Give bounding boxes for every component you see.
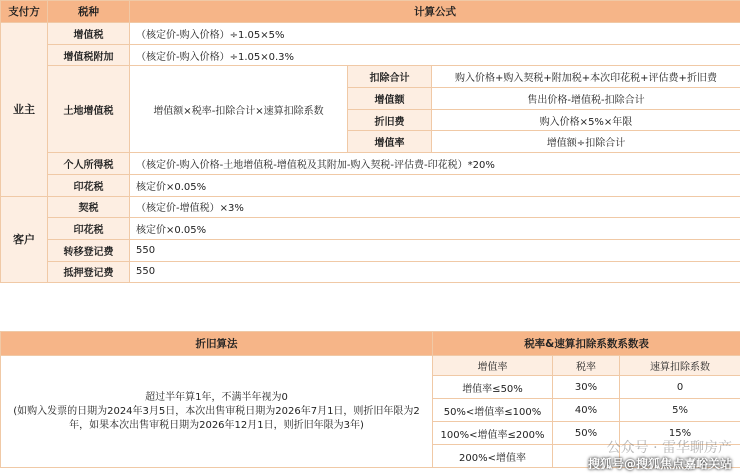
rate-cell: 5% <box>620 399 740 422</box>
depreciation-rate-table <box>0 331 740 468</box>
land-vat-item-name: 增值额 <box>348 88 432 110</box>
watermark-wechat: 公众号 · 雷华聊房产 <box>606 440 732 456</box>
table-header-row <box>1 332 740 356</box>
table-row <box>1 261 740 283</box>
land-vat-item-formula: 增值额÷扣除合计 <box>432 131 740 153</box>
table-row <box>1 174 740 196</box>
formula-stamp-customer: 核定价×0.05% <box>130 218 740 240</box>
rate-cell: 100%<增值率≤200% <box>433 422 553 445</box>
tax-name-land-vat: 土地增值税 <box>48 66 130 153</box>
rate-header-deduction: 速算扣除系数 <box>620 356 740 376</box>
formula-mortgage-fee: 550 <box>130 261 740 283</box>
tax-name-transfer-fee: 转移登记费 <box>48 239 130 261</box>
table-row <box>1 66 740 88</box>
tax-name-vat: 增值税 <box>48 23 130 45</box>
table-row <box>1 23 740 45</box>
depreciation-note <box>1 356 433 468</box>
payer-owner: 业主 <box>1 23 48 197</box>
tax-name-income-tax: 个人所得税 <box>48 153 130 175</box>
rate-cell: 15% <box>620 422 740 445</box>
header-formula: 计算公式 <box>130 1 740 23</box>
table-row <box>1 44 740 66</box>
formula-transfer-fee: 550 <box>130 239 740 261</box>
formula-vat: （核定价-购入价格）÷1.05×5% <box>130 23 740 45</box>
table-row <box>1 196 740 218</box>
table-row <box>1 153 740 175</box>
rate-cell: 40% <box>553 399 620 422</box>
tax-name-stamp-owner: 印花税 <box>48 174 130 196</box>
rate-table-title: 税率&速算扣除系数系数表 <box>433 332 740 356</box>
land-vat-item-formula: 购入价格+购入契税+附加税+本次印花税+评估费+折旧费 <box>432 66 740 88</box>
formula-land-vat: 增值额×税率-扣除合计×速算扣除系数 <box>130 66 348 153</box>
rate-header-rate: 税率 <box>553 356 620 376</box>
table-row <box>1 218 740 240</box>
header-tax-type: 税种 <box>48 1 130 23</box>
rate-cell <box>620 445 740 468</box>
rate-header-ratio: 增值率 <box>433 356 553 376</box>
land-vat-item-name: 折旧费 <box>348 109 432 131</box>
tax-name-stamp-customer: 印花税 <box>48 218 130 240</box>
depreciation-rule: 超过半年算1年，不满半年视为0 <box>145 391 288 403</box>
rate-cell: 50%<增值率≤100% <box>433 399 553 422</box>
depreciation-title: 折旧算法 <box>1 332 433 356</box>
rate-cell: 增值率≤50% <box>433 376 553 399</box>
payer-customer: 客户 <box>1 196 48 283</box>
tax-name-vat-surcharge: 增值税附加 <box>48 44 130 66</box>
rate-cell: 30% <box>553 376 620 399</box>
tax-name-deed-tax: 契税 <box>48 196 130 218</box>
rate-cell: 200%<增值率 <box>433 445 553 468</box>
land-vat-item-name: 增值率 <box>348 131 432 153</box>
table-row <box>1 356 740 376</box>
formula-stamp-owner: 核定价×0.05% <box>130 174 740 196</box>
formula-deed-tax: （核定价-增值税）×3% <box>130 196 740 218</box>
rate-cell: 50% <box>553 422 620 445</box>
rate-cell <box>553 445 620 468</box>
formula-income-tax: （核定价-购入价格-土地增值税-增值税及其附加-购入契税-评估费-印花税）*20% <box>130 153 740 175</box>
land-vat-item-formula: 售出价格-增值税-扣除合计 <box>432 88 740 110</box>
header-payer: 支付方 <box>1 1 48 23</box>
tax-name-mortgage-fee: 抵押登记费 <box>48 261 130 283</box>
watermark-sohu: 搜狐号@搜狐焦点嘉峪关站 <box>587 457 732 471</box>
rate-cell: 0 <box>620 376 740 399</box>
land-vat-item-formula: 购入价格×5%×年限 <box>432 109 740 131</box>
land-vat-item-name: 扣除合计 <box>348 66 432 88</box>
depreciation-example: (如购入发票的日期为2024年3月5日，本次出售审税日期为2026年7月1日，则折旧年限为2年，如果本次出售审税日期为2026年12月1日，则折旧年限为3年) <box>13 405 420 431</box>
table-row <box>1 239 740 261</box>
table-header-row <box>1 1 740 23</box>
formula-vat-surcharge: （核定价-购入价格）÷1.05×0.3% <box>130 44 740 66</box>
